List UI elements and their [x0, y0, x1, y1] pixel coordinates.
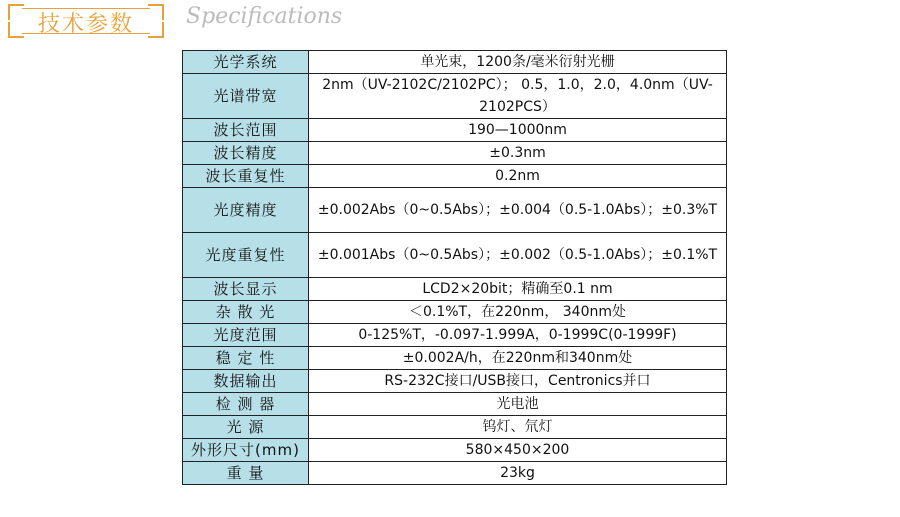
spec-value: 光电池	[309, 393, 727, 416]
spec-value: ±0.001Abs（0~0.5Abs）；±0.002（0.5-1.0Abs）；±0.1%T	[309, 233, 727, 278]
spec-label: 光度范围	[183, 324, 309, 347]
spec-label: 外形尺寸(mm)	[183, 439, 309, 462]
table-row	[183, 119, 727, 142]
table-row	[183, 370, 727, 393]
section-header	[8, 4, 164, 38]
table-row	[183, 233, 727, 278]
spec-value: 0-125%T，-0.097-1.999A，0-1999C(0-1999F)	[309, 324, 727, 347]
spec-label: 杂 散 光	[183, 301, 309, 324]
spec-value: 23kg	[309, 462, 727, 485]
spec-value: 2nm（UV-2102C/2102PC）； 0.5，1.0，2.0，4.0nm（UV-2102PCS）	[309, 74, 727, 119]
spec-value: ＜0.1%T，在220nm， 340nm处	[309, 301, 727, 324]
spec-value: LCD2×20bit；精确至0.1 nm	[309, 278, 727, 301]
spec-label: 波长范围	[183, 119, 309, 142]
table-row	[183, 462, 727, 485]
spec-label: 光度重复性	[183, 233, 309, 278]
spec-label: 波长重复性	[183, 165, 309, 188]
spec-label: 重 量	[183, 462, 309, 485]
spec-label: 光度精度	[183, 188, 309, 233]
spec-value: ±0.002A/h，在220nm和340nm处	[309, 347, 727, 370]
table-row	[183, 439, 727, 462]
spec-label: 光谱带宽	[183, 74, 309, 119]
table-row	[183, 393, 727, 416]
table-row	[183, 165, 727, 188]
spec-value: 0.2nm	[309, 165, 727, 188]
spec-label: 稳 定 性	[183, 347, 309, 370]
table-row	[183, 74, 727, 119]
table-row	[183, 278, 727, 301]
spec-value: 190—1000nm	[309, 119, 727, 142]
spec-label: 光学系统	[183, 51, 309, 74]
table-row	[183, 416, 727, 439]
spec-label: 波长精度	[183, 142, 309, 165]
spec-value: ±0.002Abs（0~0.5Abs）；±0.004（0.5-1.0Abs）；±0.3%T	[309, 188, 727, 233]
table-row	[183, 347, 727, 370]
spec-label: 数据输出	[183, 370, 309, 393]
spec-value: 单光束，1200条/毫米衍射光栅	[309, 51, 727, 74]
table-row	[183, 51, 727, 74]
table-row	[183, 324, 727, 347]
spec-label: 波长显示	[183, 278, 309, 301]
spec-value: RS-232C接口/USB接口，Centronics并口	[309, 370, 727, 393]
spec-value: ±0.3nm	[309, 142, 727, 165]
spec-label: 光 源	[183, 416, 309, 439]
section-title: 技术参数	[37, 12, 134, 37]
table-row	[183, 188, 727, 233]
spec-value: 钨灯、氘灯	[309, 416, 727, 439]
section-subtitle: Specifications	[186, 4, 343, 29]
spec-label: 检 测 器	[183, 393, 309, 416]
table-row	[183, 142, 727, 165]
table-row	[183, 301, 727, 324]
spec-value: 580×450×200	[309, 439, 727, 462]
spec-table	[182, 50, 727, 485]
